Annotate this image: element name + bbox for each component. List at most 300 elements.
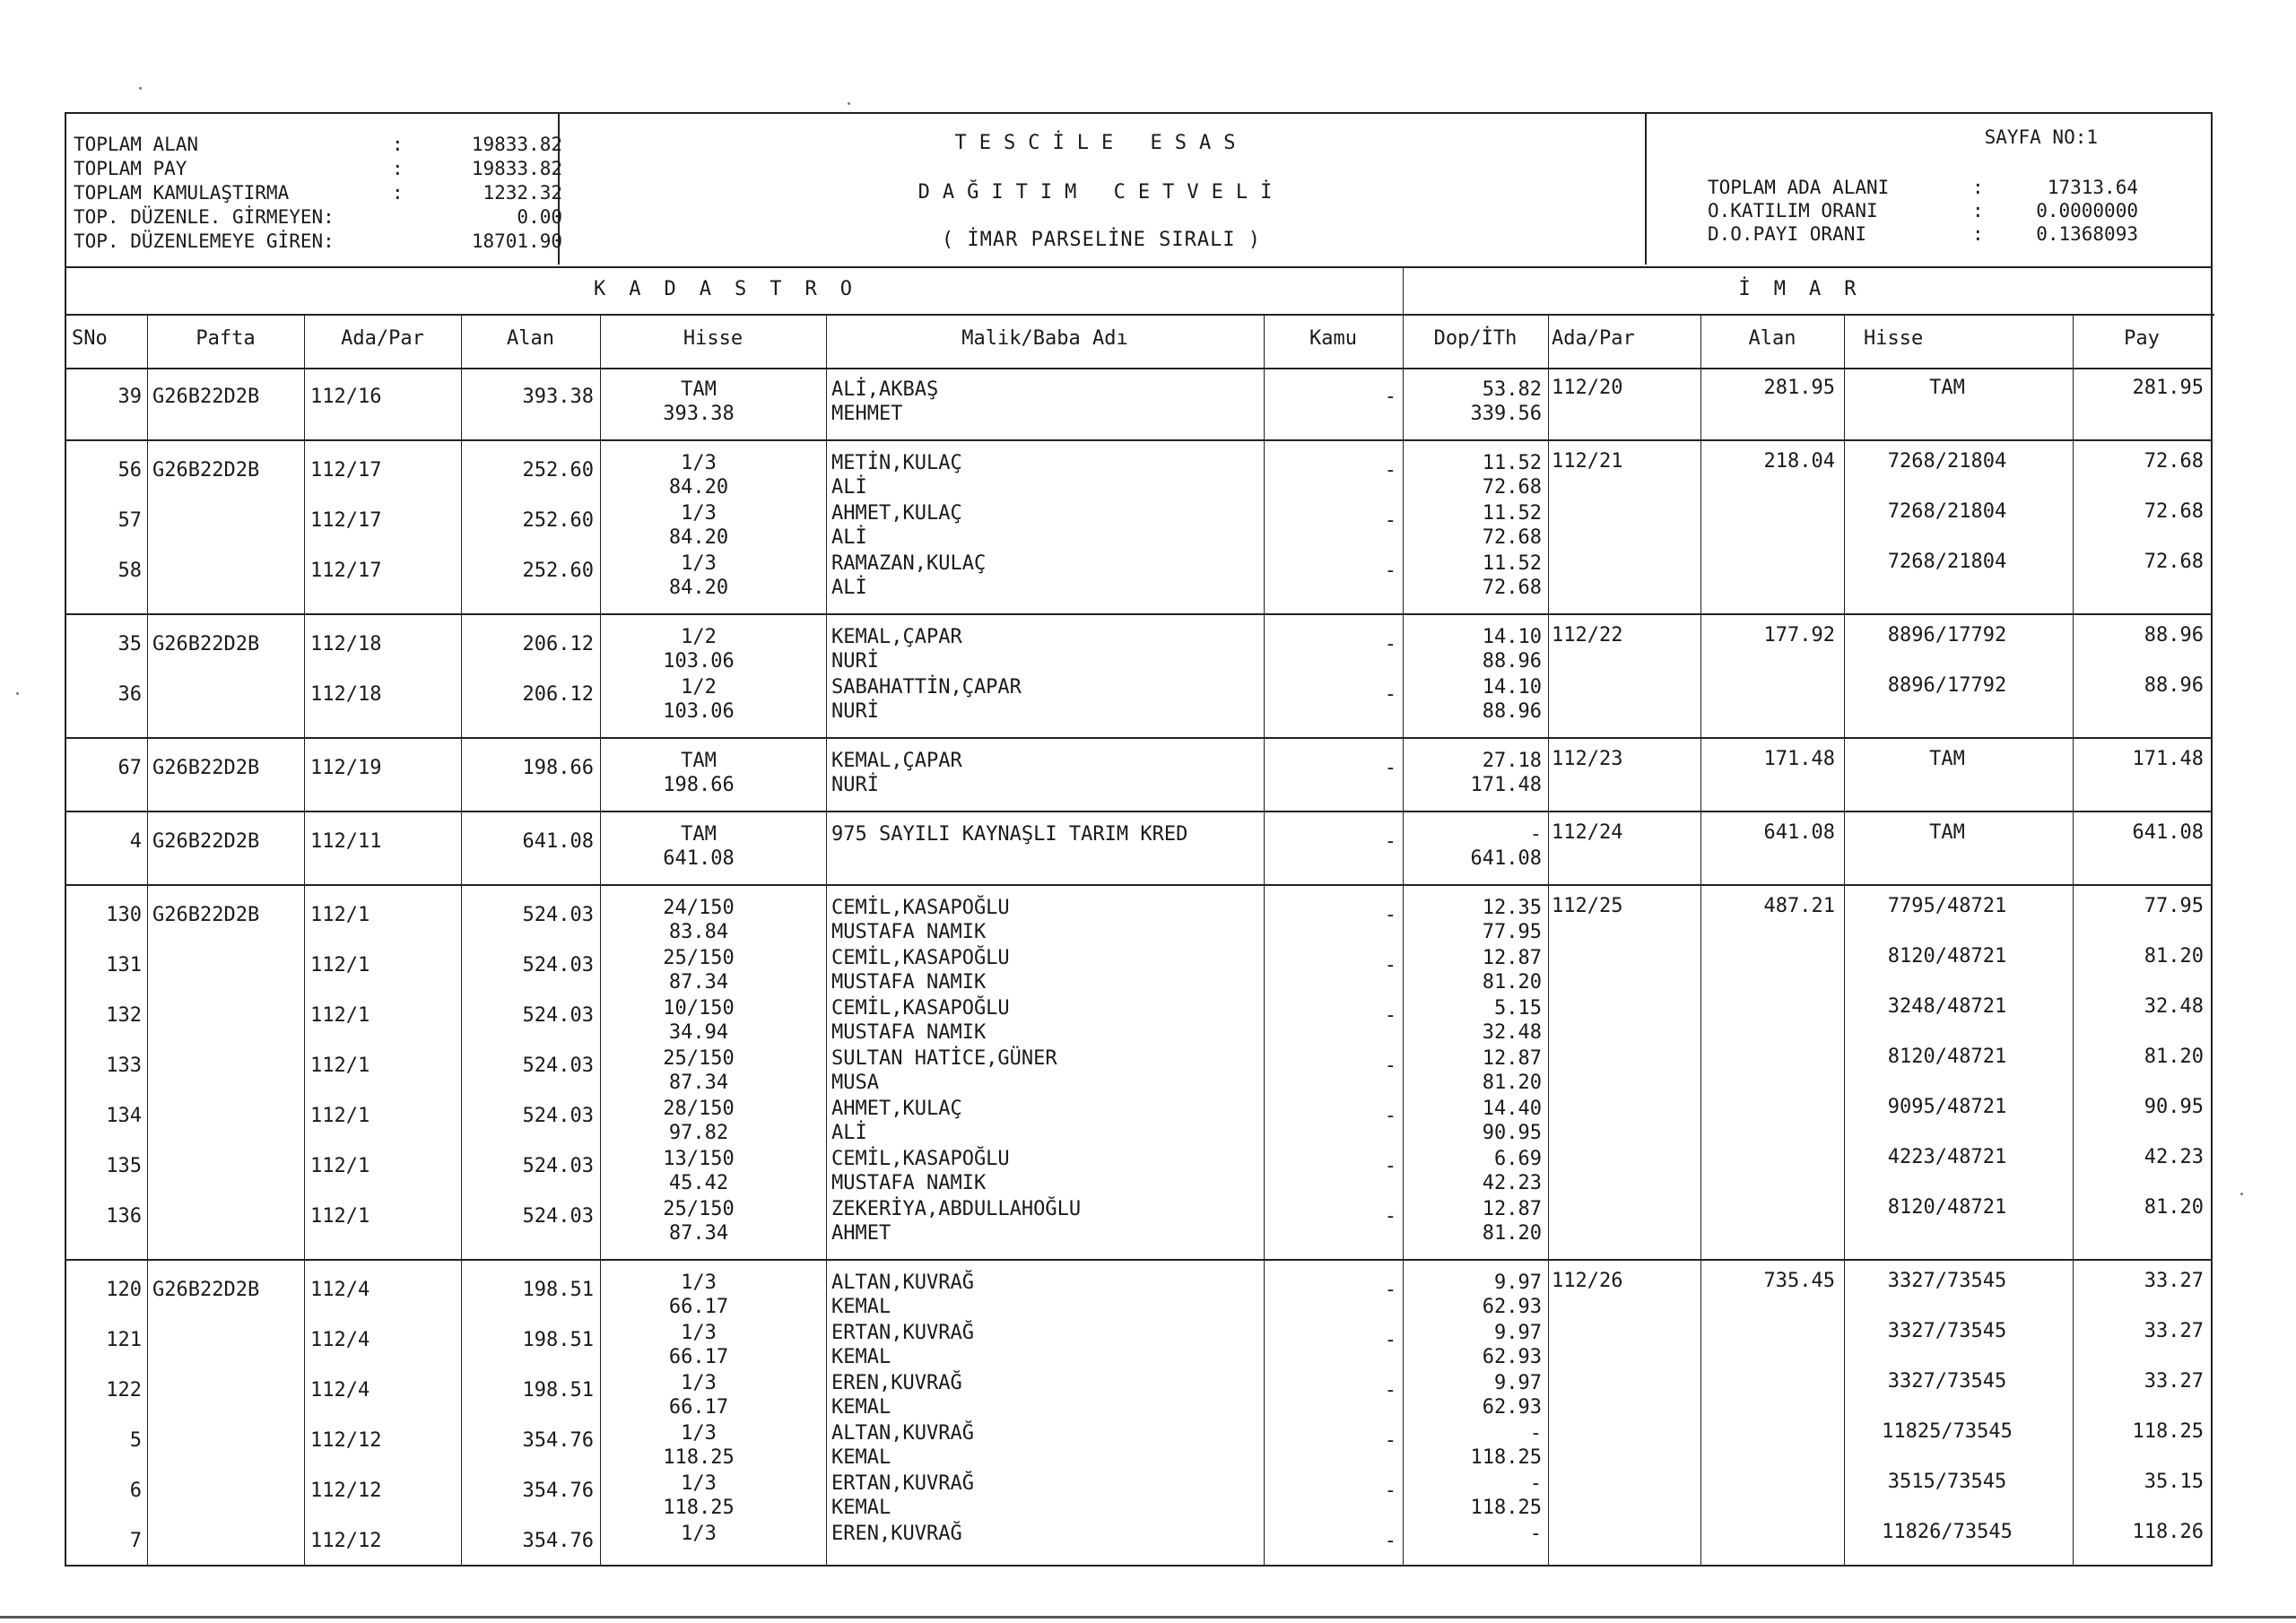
row-owner-name: EREN,KUVRAĞ: [831, 1372, 962, 1394]
row-hisse: 25/150: [663, 947, 735, 969]
row-hisse-amount: 118.25: [663, 1497, 735, 1519]
row-alan: 252.60: [522, 459, 594, 482]
row-adapar: 112/17: [310, 459, 382, 482]
row-hisse: 28/150: [663, 1098, 735, 1120]
row-owner-father: KEMAL: [831, 1446, 891, 1469]
row-pafta: G26B22D2B: [152, 757, 260, 779]
row-pay: 33.27: [2144, 1270, 2204, 1292]
row-imar-hisse: TAM: [1929, 377, 1965, 399]
row-dop-amount: 62.93: [1482, 1346, 1542, 1368]
row-kamu: -: [1384, 830, 1396, 853]
row-dop-amount: 118.25: [1470, 1446, 1542, 1469]
row-owner-name: ZEKERİYA,ABDULLAHOĞLU: [831, 1198, 1082, 1220]
row-dop-amount: 81.20: [1482, 1072, 1542, 1094]
row-sno: 135: [106, 1155, 142, 1177]
row-imar-hisse: 8120/48721: [1887, 945, 2007, 968]
row-sno: 35: [117, 633, 142, 655]
row-imar-hisse: 11825/73545: [1882, 1420, 2013, 1443]
row-dop-amount: 88.96: [1482, 700, 1542, 723]
row-imar-hisse: 8120/48721: [1887, 1196, 2007, 1219]
row-pay: 171.48: [2132, 748, 2204, 770]
row-dop: 9.97: [1494, 1322, 1542, 1344]
row-alan: 393.38: [522, 386, 594, 408]
row-hisse-amount: 198.66: [663, 774, 735, 796]
row-sno: 121: [106, 1329, 142, 1351]
row-kamu: -: [1384, 1205, 1396, 1228]
row-imar-hisse: 7268/21804: [1887, 450, 2007, 473]
row-hisse: 1/3: [681, 452, 717, 474]
row-sno: 6: [129, 1480, 142, 1502]
row-dop-amount: 90.95: [1482, 1122, 1542, 1144]
row-pay: 118.26: [2132, 1521, 2204, 1543]
row-hisse: 10/150: [663, 997, 735, 1020]
row-alan: 641.08: [522, 830, 594, 853]
row-pay: 35.15: [2144, 1471, 2204, 1493]
row-owner-father: NURİ: [831, 774, 879, 796]
row-owner-name: ERTAN,KUVRAĞ: [831, 1472, 974, 1495]
row-hisse-amount: 66.17: [668, 1296, 729, 1318]
row-dop: 14.10: [1482, 626, 1542, 648]
row-dop: 14.10: [1482, 676, 1542, 699]
row-hisse: 1/3: [681, 1372, 717, 1394]
col-sno: SNo: [72, 327, 108, 350]
row-hisse-amount: 83.84: [668, 921, 729, 943]
row-owner-name: AHMET,KULAÇ: [831, 1098, 962, 1120]
col-malik: Malik/Baba Adı: [961, 327, 1128, 350]
row-hisse: 1/3: [681, 502, 717, 525]
imar-adapar: 112/24: [1552, 821, 1623, 844]
row-dop-amount: 88.96: [1482, 650, 1542, 673]
row-dop-amount: 339.56: [1470, 403, 1542, 425]
row-sno: 120: [106, 1279, 142, 1301]
col-pafta: Pafta: [196, 327, 256, 350]
row-pay: 72.68: [2144, 500, 2204, 523]
distribution-table: [65, 112, 2213, 1567]
row-dop-amount: 77.95: [1482, 921, 1542, 943]
row-pafta: G26B22D2B: [152, 633, 260, 655]
row-dop: -: [1529, 1422, 1542, 1445]
col-imar-adapar: Ada/Par: [1552, 327, 1635, 350]
row-owner-father: MUSTAFA NAMIK: [831, 1021, 987, 1044]
row-dop: 12.87: [1482, 1198, 1542, 1220]
row-adapar: 112/18: [310, 633, 382, 655]
row-alan: 354.76: [522, 1530, 594, 1552]
document-header: [66, 114, 2211, 268]
row-kamu: -: [1384, 1530, 1396, 1552]
row-sno: 58: [117, 560, 142, 582]
row-kamu: -: [1384, 683, 1396, 706]
row-hisse: 13/150: [663, 1148, 735, 1170]
row-sno: 134: [106, 1105, 142, 1127]
row-adapar: 112/17: [310, 560, 382, 582]
imar-adapar: 112/20: [1552, 377, 1623, 399]
row-alan: 198.51: [522, 1329, 594, 1351]
row-pay: 90.95: [2144, 1096, 2204, 1118]
row-alan: 206.12: [522, 633, 594, 655]
row-dop-amount: 72.68: [1482, 577, 1542, 599]
row-hisse: TAM: [681, 378, 717, 401]
row-sno: 136: [106, 1205, 142, 1228]
row-alan: 524.03: [522, 1205, 594, 1228]
imar-alan: 487.21: [1763, 895, 1835, 917]
row-pay: 32.48: [2144, 995, 2204, 1018]
row-hisse-amount: 66.17: [668, 1346, 729, 1368]
row-owner-father: ALİ: [831, 1122, 867, 1144]
row-pay: 33.27: [2144, 1320, 2204, 1342]
row-dop: -: [1529, 823, 1542, 846]
row-pay: 88.96: [2144, 624, 2204, 647]
row-sno: 36: [117, 683, 142, 706]
title-line-2: DAĞITIM CETVELİ: [918, 181, 1285, 204]
col-hisse: Hisse: [683, 327, 744, 350]
totals-block: TOPLAM ALAN : 19833.82 TOPLAM PAY : 19833.82 TOPLAM KAMULAŞTIRMA : 1232.32 TOP. DÜZENLE. GİRMEYEN: 0.00 TOP. DÜZENLEMEYE GİREN: 18701.90: [66, 114, 560, 265]
parcel-group: [66, 1261, 2211, 1585]
row-dop: 6.69: [1494, 1148, 1542, 1170]
row-hisse: 1/3: [681, 1271, 717, 1294]
parcel-group: [66, 368, 2211, 441]
row-owner-father: MUSTAFA NAMIK: [831, 1172, 987, 1194]
row-dop-amount: 171.48: [1470, 774, 1542, 796]
row-owner-name: ALİ,AKBAŞ: [831, 378, 939, 401]
col-kamu: Kamu: [1309, 327, 1357, 350]
row-kamu: -: [1384, 1379, 1396, 1402]
row-dop-amount: 81.20: [1482, 971, 1542, 994]
row-alan: 198.51: [522, 1279, 594, 1301]
row-owner-name: METİN,KULAÇ: [831, 452, 962, 474]
row-adapar: 112/12: [310, 1429, 382, 1452]
row-kamu: -: [1384, 757, 1396, 779]
row-adapar: 112/4: [310, 1329, 370, 1351]
row-hisse: 1/3: [681, 1422, 717, 1445]
row-owner-name: RAMAZAN,KULAÇ: [831, 552, 987, 575]
col-pay: Pay: [2124, 327, 2160, 350]
imar-adapar: 112/23: [1552, 748, 1623, 770]
row-adapar: 112/1: [310, 1155, 370, 1177]
row-owner-name: ERTAN,KUVRAĞ: [831, 1322, 974, 1344]
row-dop-amount: 62.93: [1482, 1296, 1542, 1318]
row-pay: 72.68: [2144, 450, 2204, 473]
col-dop: Dop/İTh: [1433, 327, 1518, 350]
row-adapar: 112/4: [310, 1279, 370, 1301]
row-dop-amount: 81.20: [1482, 1222, 1542, 1245]
row-sno: 133: [106, 1055, 142, 1077]
row-owner-father: NURİ: [831, 650, 879, 673]
row-owner-name: KEMAL,ÇAPAR: [831, 626, 962, 648]
row-kamu: -: [1384, 560, 1396, 582]
row-owner-father: ALİ: [831, 577, 867, 599]
row-owner-name: CEMİL,KASAPOĞLU: [831, 997, 1010, 1020]
row-owner-father: ALİ: [831, 526, 867, 549]
row-owner-name: 975 SAYILI KAYNAŞLI TARIM KRED: [831, 823, 1188, 846]
row-sno: 39: [117, 386, 142, 408]
row-pay: 72.68: [2144, 551, 2204, 573]
row-alan: 524.03: [522, 954, 594, 976]
row-owner-father: KEMAL: [831, 1396, 891, 1419]
row-dop: 12.87: [1482, 1047, 1542, 1070]
row-dop: 11.52: [1482, 452, 1542, 474]
row-dop-amount: 62.93: [1482, 1396, 1542, 1419]
row-pay: 81.20: [2144, 945, 2204, 968]
row-pay: 118.25: [2132, 1420, 2204, 1443]
row-hisse: 1/3: [681, 1472, 717, 1495]
col-alan: Alan: [507, 327, 554, 350]
row-dop: -: [1529, 1523, 1542, 1545]
imar-alan: 171.48: [1763, 748, 1835, 770]
row-dop: 12.87: [1482, 947, 1542, 969]
row-kamu: -: [1384, 954, 1396, 976]
imar-adapar: 112/22: [1552, 624, 1623, 647]
row-pafta: G26B22D2B: [152, 386, 260, 408]
row-adapar: 112/12: [310, 1480, 382, 1502]
section-imar: İMAR: [1404, 266, 2214, 316]
row-imar-hisse: 9095/48721: [1887, 1096, 2007, 1118]
row-owner-name: SABAHATTİN,ÇAPAR: [831, 676, 1022, 699]
row-kamu: -: [1384, 1105, 1396, 1127]
row-imar-hisse: 3515/73545: [1887, 1471, 2007, 1493]
row-owner-father: KEMAL: [831, 1296, 891, 1318]
row-hisse: 1/3: [681, 1523, 717, 1545]
row-alan: 524.03: [522, 1055, 594, 1077]
row-pay: 281.95: [2132, 377, 2204, 399]
row-dop-amount: 118.25: [1470, 1497, 1542, 1519]
row-dop-amount: 42.23: [1482, 1172, 1542, 1194]
row-sno: 67: [117, 757, 142, 779]
row-owner-name: EREN,KUVRAĞ: [831, 1523, 962, 1545]
row-alan: 206.12: [522, 683, 594, 706]
row-sno: 122: [106, 1379, 142, 1402]
row-dop: 53.82: [1482, 378, 1542, 401]
imar-alan: 281.95: [1763, 377, 1835, 399]
row-owner-father: MEHMET: [831, 403, 903, 425]
imar-adapar: 112/26: [1552, 1270, 1623, 1292]
row-hisse: 1/2: [681, 626, 717, 648]
imar-adapar: 112/21: [1552, 450, 1623, 473]
row-dop-amount: 72.68: [1482, 526, 1542, 549]
row-imar-hisse: 3327/73545: [1887, 1320, 2007, 1342]
section-kadastro: KADASTRO: [66, 266, 1403, 316]
row-hisse-amount: 66.17: [668, 1396, 729, 1419]
title-line-1: TESCİLE ESAS: [954, 132, 1248, 154]
row-hisse-amount: 34.94: [668, 1021, 729, 1044]
row-kamu: -: [1384, 1279, 1396, 1301]
row-kamu: -: [1384, 1429, 1396, 1452]
scan-speck: [848, 102, 850, 105]
row-hisse-amount: 84.20: [668, 577, 729, 599]
row-dop: 14.40: [1482, 1098, 1542, 1120]
row-owner-name: CEMİL,KASAPOĞLU: [831, 897, 1010, 919]
row-adapar: 112/11: [310, 830, 382, 853]
row-dop: 11.52: [1482, 552, 1542, 575]
row-hisse-amount: 103.06: [663, 650, 735, 673]
row-alan: 524.03: [522, 1004, 594, 1027]
title-line-3: ( İMAR PARSELİNE SIRALI ): [941, 229, 1262, 251]
row-hisse-amount: 103.06: [663, 700, 735, 723]
row-imar-hisse: 3327/73545: [1887, 1270, 2007, 1292]
row-pay: 641.08: [2132, 821, 2204, 844]
row-imar-hisse: 7268/21804: [1887, 500, 2007, 523]
page-number: SAYFA NO:1: [1984, 126, 2098, 148]
row-sno: 5: [129, 1429, 142, 1452]
row-hisse: 1/2: [681, 676, 717, 699]
row-pafta: G26B22D2B: [152, 904, 260, 926]
row-owner-name: ALTAN,KUVRAĞ: [831, 1422, 974, 1445]
row-hisse-amount: 45.42: [668, 1172, 729, 1194]
row-dop: -: [1529, 1472, 1542, 1495]
row-hisse-amount: 87.34: [668, 1222, 729, 1245]
imar-alan: 641.08: [1763, 821, 1835, 844]
row-dop: 11.52: [1482, 502, 1542, 525]
row-dop: 5.15: [1494, 997, 1542, 1020]
row-kamu: -: [1384, 1329, 1396, 1351]
row-dop-amount: 641.08: [1470, 847, 1542, 870]
parcel-group: [66, 739, 2211, 812]
row-adapar: 112/18: [310, 683, 382, 706]
row-pay: 33.27: [2144, 1370, 2204, 1393]
row-sno: 130: [106, 904, 142, 926]
row-hisse-amount: 641.08: [663, 847, 735, 870]
row-dop: 12.35: [1482, 897, 1542, 919]
row-imar-hisse: 7268/21804: [1887, 551, 2007, 573]
row-imar-hisse: 8896/17792: [1887, 624, 2007, 647]
row-pay: 88.96: [2144, 674, 2204, 697]
row-adapar: 112/1: [310, 1055, 370, 1077]
row-imar-hisse: TAM: [1929, 821, 1965, 844]
row-hisse-amount: 84.20: [668, 526, 729, 549]
row-owner-name: CEMİL,KASAPOĞLU: [831, 947, 1010, 969]
row-dop: 9.97: [1494, 1372, 1542, 1394]
row-owner-father: MUSTAFA NAMIK: [831, 921, 987, 943]
col-adapar: Ada/Par: [341, 327, 424, 350]
row-hisse: 24/150: [663, 897, 735, 919]
row-dop: 9.97: [1494, 1271, 1542, 1294]
imar-alan: 735.45: [1763, 1270, 1835, 1292]
row-hisse: 25/150: [663, 1198, 735, 1220]
col-imar-hisse: Hisse: [1864, 327, 1924, 350]
row-alan: 198.51: [522, 1379, 594, 1402]
row-imar-hisse: 3327/73545: [1887, 1370, 2007, 1393]
row-hisse-amount: 118.25: [663, 1446, 735, 1469]
row-pafta: G26B22D2B: [152, 830, 260, 853]
row-sno: 4: [129, 830, 142, 853]
row-hisse: TAM: [681, 823, 717, 846]
row-imar-hisse: 3248/48721: [1887, 995, 2007, 1018]
row-adapar: 112/1: [310, 954, 370, 976]
row-kamu: -: [1384, 509, 1396, 532]
ada-info-block: SAYFA NO:1 TOPLAM ADA ALANI : 17313.64 O.KATILIM ORANI : 0.0000000 D.O.PAYI ORANI : 0.1368093: [1708, 126, 2138, 245]
row-hisse-amount: 87.34: [668, 971, 729, 994]
row-owner-name: SULTAN HATİCE,GÜNER: [831, 1047, 1057, 1070]
row-owner-name: ALTAN,KUVRAĞ: [831, 1271, 974, 1294]
row-kamu: -: [1384, 1480, 1396, 1502]
row-hisse-amount: 393.38: [663, 403, 735, 425]
row-alan: 354.76: [522, 1429, 594, 1452]
row-sno: 57: [117, 509, 142, 532]
row-adapar: 112/17: [310, 509, 382, 532]
row-alan: 524.03: [522, 904, 594, 926]
parcel-group: [66, 615, 2211, 739]
row-owner-father: KEMAL: [831, 1346, 891, 1368]
row-kamu: -: [1384, 1055, 1396, 1077]
row-sno: 7: [129, 1530, 142, 1552]
row-adapar: 112/16: [310, 386, 382, 408]
row-owner-father: NURİ: [831, 700, 879, 723]
row-owner-father: MUSTAFA NAMIK: [831, 971, 987, 994]
row-owner-name: CEMİL,KASAPOĞLU: [831, 1148, 1010, 1170]
row-adapar: 112/19: [310, 757, 382, 779]
row-kamu: -: [1384, 904, 1396, 926]
row-kamu: -: [1384, 386, 1396, 408]
row-pafta: G26B22D2B: [152, 1279, 260, 1301]
row-alan: 524.03: [522, 1155, 594, 1177]
row-alan: 524.03: [522, 1105, 594, 1127]
row-alan: 198.66: [522, 757, 594, 779]
row-kamu: -: [1384, 1155, 1396, 1177]
row-pay: 42.23: [2144, 1146, 2204, 1168]
row-imar-hisse: 7795/48721: [1887, 895, 2007, 917]
row-hisse: 1/3: [681, 1322, 717, 1344]
row-kamu: -: [1384, 633, 1396, 655]
row-hisse-amount: 84.20: [668, 476, 729, 499]
row-adapar: 112/1: [310, 904, 370, 926]
row-adapar: 112/4: [310, 1379, 370, 1402]
row-alan: 252.60: [522, 560, 594, 582]
row-sno: 56: [117, 459, 142, 482]
parcel-group: [66, 886, 2211, 1261]
parcel-group: [66, 441, 2211, 615]
row-adapar: 112/12: [310, 1530, 382, 1552]
scan-speck: [2240, 1193, 2243, 1195]
row-alan: 252.60: [522, 509, 594, 532]
row-hisse-amount: 87.34: [668, 1072, 729, 1094]
row-hisse: 1/3: [681, 552, 717, 575]
row-owner-father: AHMET: [831, 1222, 891, 1245]
row-adapar: 112/1: [310, 1205, 370, 1228]
row-pafta: G26B22D2B: [152, 459, 260, 482]
row-imar-hisse: 8120/48721: [1887, 1046, 2007, 1068]
row-hisse: 25/150: [663, 1047, 735, 1070]
scan-speck: [16, 692, 19, 695]
row-imar-hisse: 4223/48721: [1887, 1146, 2007, 1168]
row-owner-father: ALİ: [831, 476, 867, 499]
row-owner-father: KEMAL: [831, 1497, 891, 1519]
row-sno: 132: [106, 1004, 142, 1027]
imar-adapar: 112/25: [1552, 895, 1623, 917]
imar-alan: 177.92: [1763, 624, 1835, 647]
col-imar-alan: Alan: [1748, 327, 1796, 350]
row-hisse-amount: 97.82: [668, 1122, 729, 1144]
scan-edge-line: [0, 1616, 2296, 1619]
row-owner-name: AHMET,KULAÇ: [831, 502, 962, 525]
row-sno: 131: [106, 954, 142, 976]
row-hisse: TAM: [681, 750, 717, 772]
scan-speck: [139, 87, 142, 90]
row-imar-hisse: 11826/73545: [1882, 1521, 2013, 1543]
row-pay: 81.20: [2144, 1196, 2204, 1219]
row-pay: 77.95: [2144, 895, 2204, 917]
row-dop-amount: 72.68: [1482, 476, 1542, 499]
row-adapar: 112/1: [310, 1105, 370, 1127]
row-owner-father: MUSA: [831, 1072, 879, 1094]
row-imar-hisse: TAM: [1929, 748, 1965, 770]
row-dop-amount: 32.48: [1482, 1021, 1542, 1044]
row-kamu: -: [1384, 1004, 1396, 1027]
column-header-row: [66, 314, 2211, 369]
title-block: [558, 114, 1647, 265]
row-pay: 81.20: [2144, 1046, 2204, 1068]
row-kamu: -: [1384, 459, 1396, 482]
imar-alan: 218.04: [1763, 450, 1835, 473]
row-dop: 27.18: [1482, 750, 1542, 772]
